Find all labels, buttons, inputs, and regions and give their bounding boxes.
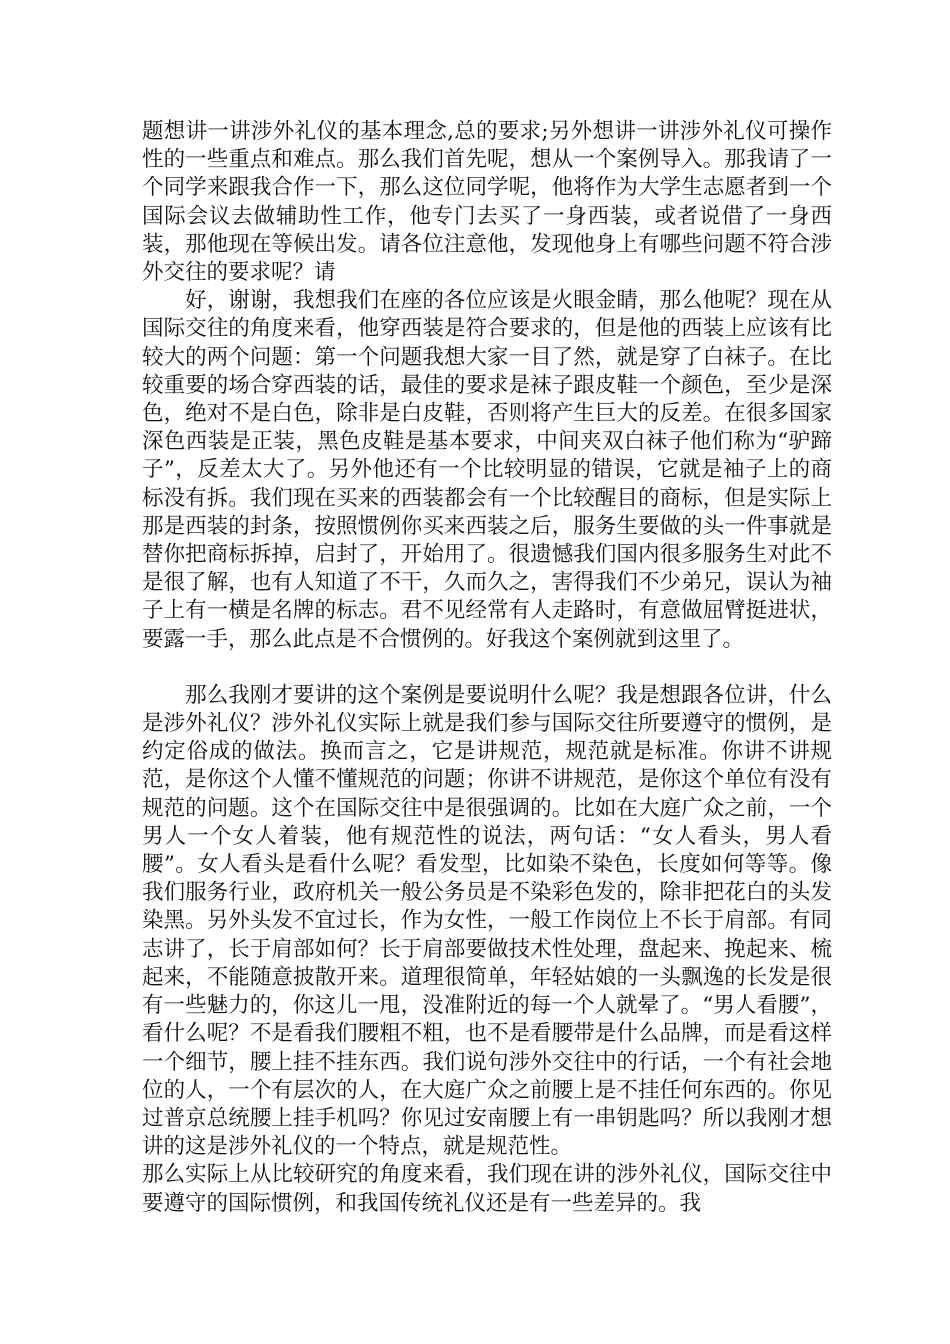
paragraph-4: 那么实际上从比较研究的角度来看，我们现在讲的涉外礼仪，国际交往中要遵守的国际惯例，和我国传统礼仪还是有一些差异的。我 [142, 1162, 832, 1216]
document-body [142, 118, 832, 1218]
paragraph-1: 题想讲一讲涉外礼仪的基本理念,总的要求;另外想讲一讲涉外礼仪可操作性的一些重点和难点。那么我们首先呢，想从一个案例导入。那我请了一个同学来跟我合作一下，那么这位同学呢，他将作为大学生志愿者到一个国际会议去做辅助性工作，他专门去买了一身西装，或者说借了一身西装，那他现在等候出发。请各位注意他，发现他身上有哪些问题不符合涉外交往的要求呢？请 [142, 119, 832, 286]
paragraph-spacer [142, 654, 832, 682]
paragraph-3: 那么我刚才要讲的这个案例是要说明什么呢？我是想跟各位讲，什么是涉外礼仪？涉外礼仪实际上就是我们参与国际交往所要遵守的惯例，是约定俗成的做法。换而言之，它是讲规范，规范就是标准。你讲不讲规范，是你这个人懂不懂规范的问题；你讲不讲规范，是你这个单位有没有规范的问题。这个在国际交往中是很强调的。比如在大庭广众之前，一个男人一个女人着装，他有规范性的说法，两句话：“女人看头，男人看腰”。女人看头是看什么呢？看发型，比如染不染色，长度如何等等。像我们服务行业，政府机关一般公务员是不染彩色发的，除非把花白的头发染黑。另外头发不宜过长，作为女性，一般工作岗位上不长于肩部。有同志讲了，长于肩部如何？长于肩部要做技术性处理，盘起来、挽起来、梳起来，不能随意披散开来。道理很简单，年轻姑娘的一头飘逸的长发是很有一些魅力的，你这儿一甩，没准附近的每一个人就晕了。“男人看腰”，看什么呢？不是看我们腰粗不粗，也不是看腰带是什么品牌，而是看这样一个细节，腰上挂不挂东西。我们说句涉外交往中的行话，一个有社会地位的人，一个有层次的人，在大庭广众之前腰上是不挂任何东西的。你见过普京总统腰上挂手机吗？你见过安南腰上有一串钥匙吗？所以我刚才想讲的这是涉外礼仪的一个特点，就是规范性。 [142, 682, 832, 1160]
paragraph-2: 好，谢谢，我想我们在座的各位应该是火眼金睛，那么他呢？现在从国际交往的角度来看，他穿西装是符合要求的，但是他的西装上应该有比较大的两个问题：第一个问题我想大家一目了然，就是穿了白袜子。在比较重要的场合穿西装的话，最佳的要求是袜子跟皮鞋一个颜色，至少是深色，绝对不是白色，除非是白皮鞋，否则将产生巨大的反差。在很多国家深色西装是正装，黑色皮鞋是基本要求，中间夹双白袜子他们称为“驴蹄子”，反差太大了。另外他还有一个比较明显的错误，它就是袖子上的商标没有拆。我们现在买来的西装都会有一个比较醒目的商标，但是实际上那是西装的封条，按照惯例你买来西装之后，服务生要做的头一件事就是替你把商标拆掉，启封了，开始用了。很遗憾我们国内很多服务生对此不是很了解，也有人知道了不干，久而久之，害得我们不少弟兄，误认为袖子上有一横是名牌的标志。君不见经常有人走路时，有意做屈臂挺进状，要露一手，那么此点是不合惯例的。好我这个案例就到这里了。 [142, 288, 832, 652]
